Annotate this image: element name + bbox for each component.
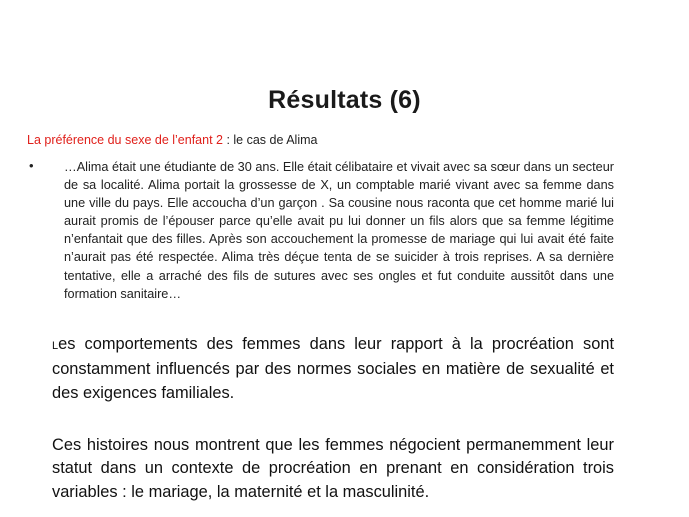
paragraph-behaviors <box>52 333 614 405</box>
paragraph-conclusion: Ces histoires nous montrent que les femmes négocient permanemment leur statut dans un contexte de procréation en prenant en considération trois variables : le mariage, la maternité et la masculinité. <box>52 436 614 501</box>
subheading-highlight: La préférence du sexe de l’enfant 2 <box>27 133 223 147</box>
slide-title: Résultats (6) <box>268 86 421 114</box>
paragraph-behaviors-text: es comportements des femmes dans leur rapport à la procréation sont constamment influencés par des normes sociales en matière de sexualité et des exigences familiales. <box>52 335 614 402</box>
paragraph-behaviors-initial: L <box>52 340 59 352</box>
subheading <box>27 133 317 147</box>
bullet-point: • <box>29 158 34 173</box>
case-description: …Alima était une étudiante de 30 ans. Elle était célibataire et vivait avec sa sœur dans un secteur de sa localité. Alima portait la grossesse de X, un comptable marié vivant avec sa femme dans une ville du pays. Elle accoucha d’un garçon . Sa cousine nous raconta que cet homme marié lui aurait promis de l’épouser parce qu’elle avait pu lui donner un fils alors que sa femme légitime n’enfantait que des filles. Après son accouchement la promesse de mariage qui lui avait été faite n’aurait pas été respectée. Alima très déçue tenta de se suicider à trois reprises. A sa dernière tentative, elle a arraché des fils de sutures avec ses ongles et fut conduite aussitôt dans une formation sanitaire… <box>64 160 614 301</box>
subheading-rest: : le cas de Alima <box>222 133 318 147</box>
